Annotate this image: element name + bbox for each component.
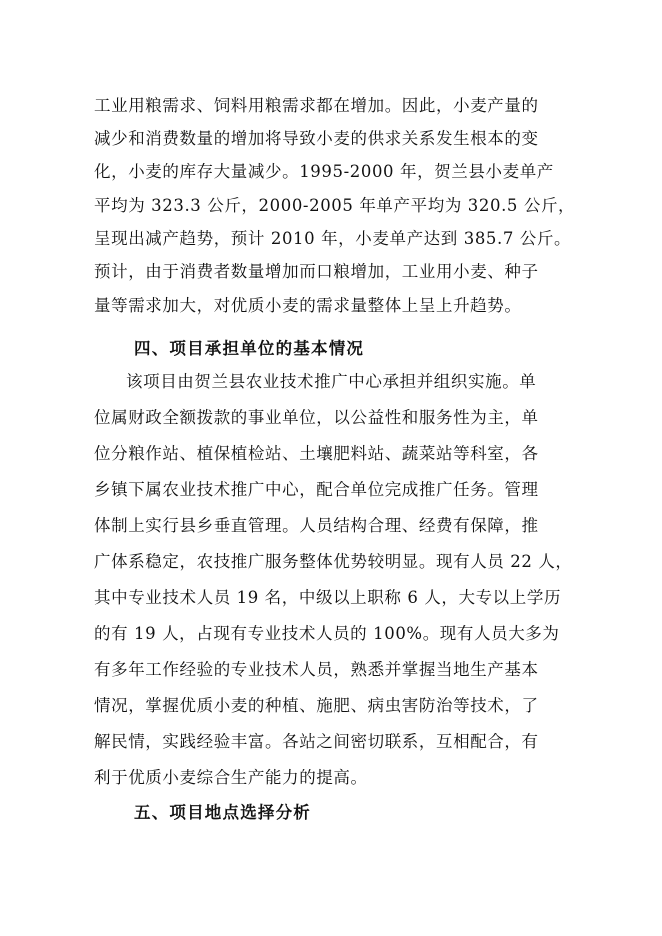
paragraph-1-line-3: 化，小麦的库存大量减少。1995-2000 年，贺兰县小麦单产 <box>94 162 554 181</box>
paragraph-1-line-2: 减少和消费数量的增加将导致小麦的供求关系发生根本的变 <box>94 129 539 148</box>
paragraph-2-line-4: 乡镇下属农业技术推广中心，配合单位完成推广任务。管理 <box>94 480 539 499</box>
paragraph-2-line-12: 利于优质小麦综合生产能力的提高。 <box>94 768 368 787</box>
paragraph-2-line-7: 其中专业技术人员 19 名，中级以上职称 6 人，大专以上学历 <box>94 588 562 607</box>
paragraph-1-line-4: 平均为 323.3 公斤，2000-2005 年单产平均为 320.5 公斤， <box>94 196 576 215</box>
paragraph-2-line-8: 的有 19 人，占现有专业技术人员的 100%。现有人员大多为 <box>94 624 560 643</box>
paragraph-2-line-10: 情况，掌握优质小麦的种植、施肥、病虫害防治等技术，了 <box>94 696 539 715</box>
paragraph-2-line-9: 有多年工作经验的专业技术人员，熟悉并掌握当地生产基本 <box>94 660 539 679</box>
section-4-heading: 四、项目承担单位的基本情况 <box>134 339 365 358</box>
paragraph-1-line-7: 量等需求加大，对优质小麦的需求量整体上呈上升趋势。 <box>94 296 522 315</box>
paragraph-2-line-11: 解民情，实践经验丰富。各站之间密切联系，互相配合，有 <box>94 732 539 751</box>
paragraph-2-line-6: 广体系稳定，农技推广服务整体优势较明显。现有人员 22 人， <box>94 552 573 571</box>
paragraph-1-line-5: 呈现出减产趋势，预计 2010 年，小麦单产达到 385.7 公斤。 <box>94 229 572 248</box>
paragraph-2-line-2: 位属财政全额拨款的事业单位，以公益性和服务性为主，单 <box>94 408 539 427</box>
paragraph-2-line-5: 体制上实行县乡垂直管理。人员结构合理、经费有保障，推 <box>94 516 539 535</box>
paragraph-2-line-1: 该项目由贺兰县农业技术推广中心承担并组织实施。单 <box>126 372 537 391</box>
paragraph-2-line-3: 位分粮作站、植保植检站、土壤肥料站、蔬菜站等科室，各 <box>94 444 539 463</box>
paragraph-1-line-6: 预计，由于消费者数量增加而口粮增加，工业用小麦、种子 <box>94 262 539 281</box>
section-5-heading: 五、项目地点选择分析 <box>134 803 311 822</box>
paragraph-1-line-1: 工业用粮需求、饲料用粮需求都在增加。因此，小麦产量的 <box>94 96 539 115</box>
